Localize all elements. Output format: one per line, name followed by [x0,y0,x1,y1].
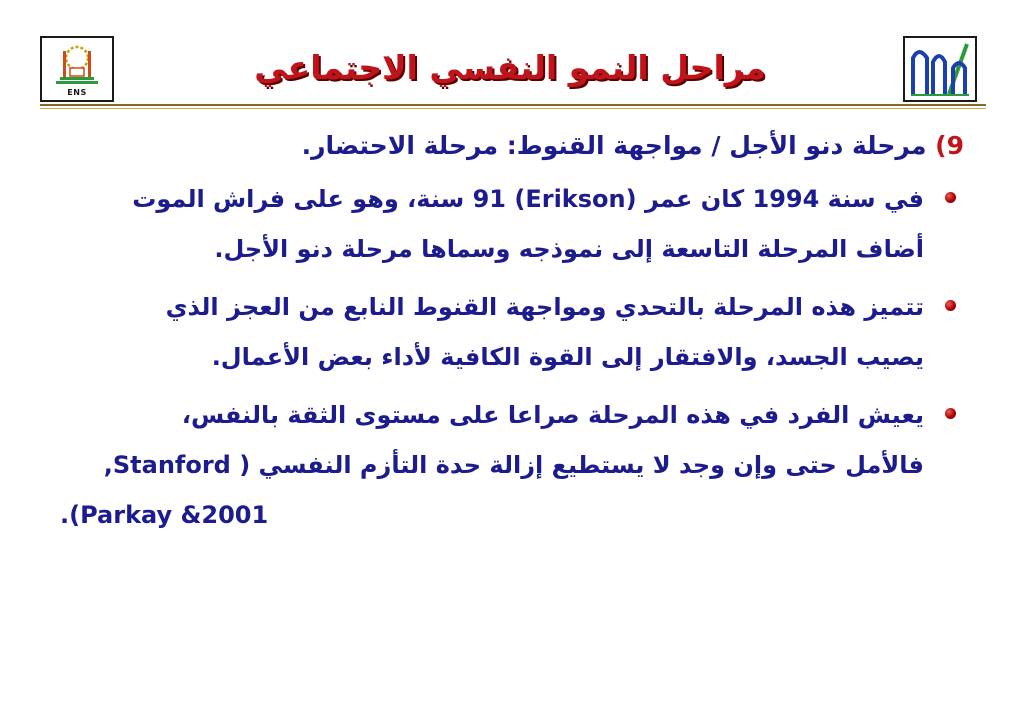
slide-content [60,124,964,548]
bullet-icon [945,408,956,419]
section-heading [60,124,964,168]
bullet-icon [945,192,956,203]
header-divider [40,104,986,106]
section-heading-text: مرحلة دنو الأجل / مواجهة القنوط: مرحلة الاحتضار. [301,131,927,160]
bullet-line: فالأمل حتى وإن وجد لا يستطيع إزالة حدة التأزم النفسي ( Stanford, [103,451,924,479]
bullet-line: يصيب الجسد، والافتقار إلى القوة الكافية لأداء بعض الأعمال. [211,343,924,371]
ens-logo [40,36,114,102]
bullet-line: يعيش الفرد في هذه المرحلة صراعا على مستوى الثقة بالنفس، [181,401,924,429]
bullet-line: أضاف المرحلة التاسعة إلى نموذجه وسماها مرحلة دنو الأجل. [214,235,924,263]
ens-logo-label: ENS [67,88,87,97]
ens-emblem-icon [42,40,112,90]
bullet-item [60,174,964,274]
university-emblem-icon [905,38,975,100]
section-number: 9) [935,131,964,160]
bullet-item [60,390,964,540]
bullet-line: تتميز هذه المرحلة بالتحدي ومواجهة القنوط النابع من العجز الذي [165,293,924,321]
bullet-item [60,282,964,382]
bullet-line: في سنة 1994 كان عمر (Erikson) 91 سنة، وهو على فراش الموت [132,185,924,213]
bullet-line: .(Parkay &2001 [60,501,269,529]
slide-title: مراحل النمو النفسي الاجتماعي [254,48,766,87]
university-logo [903,36,977,102]
bullet-icon [945,300,956,311]
header-divider-thin [40,108,986,109]
